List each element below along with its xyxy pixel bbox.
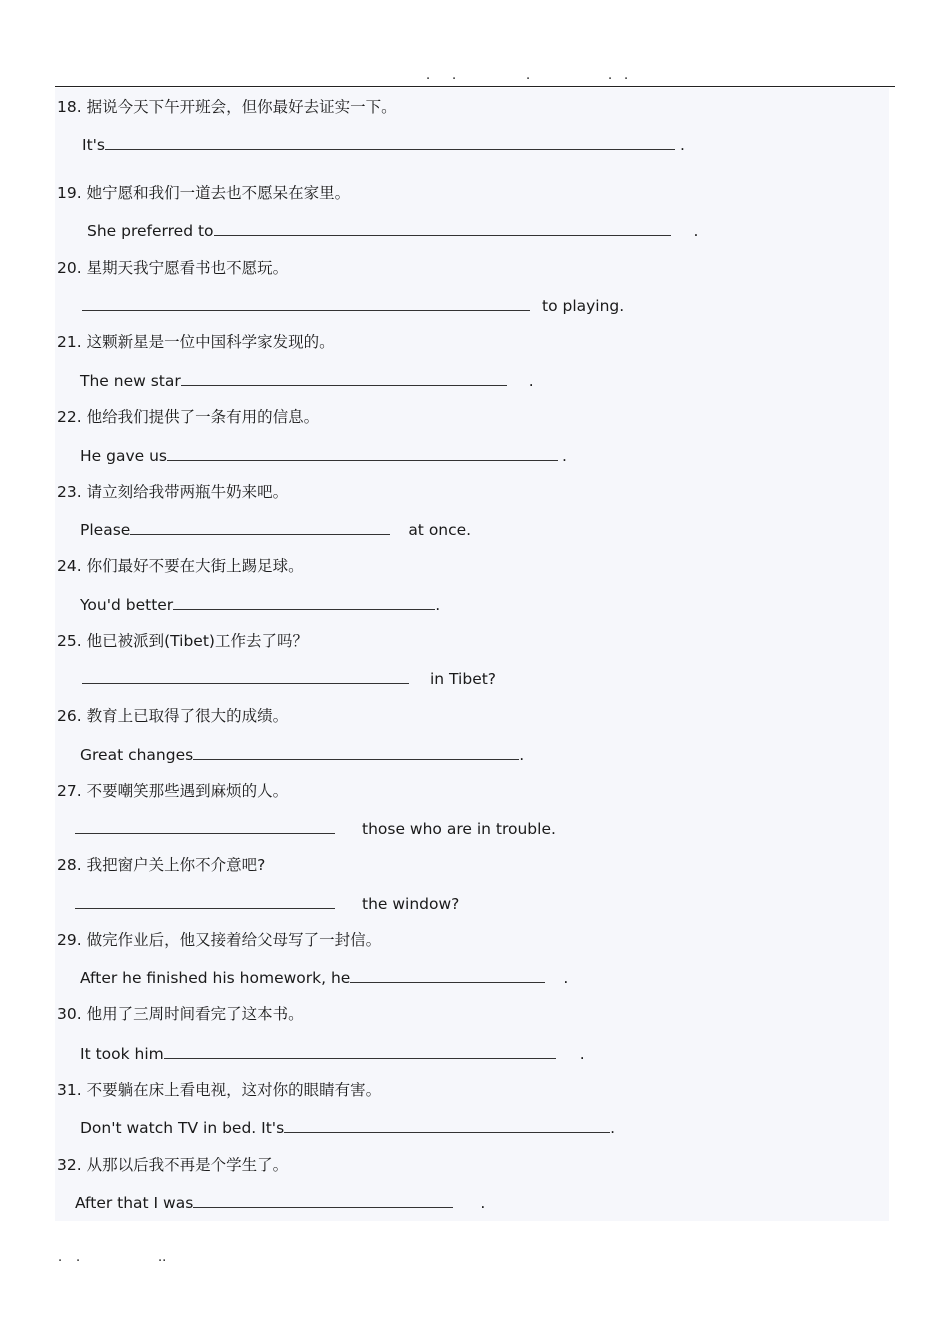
question-prompt: 26. 教育上已取得了很大的成绩。 <box>57 707 289 725</box>
answer-blank[interactable] <box>284 1117 610 1133</box>
question-prompt: 27. 不要嘲笑那些遇到麻烦的人。 <box>57 782 289 800</box>
answer-blank[interactable] <box>173 594 435 610</box>
question-prompt: 20. 星期天我宁愿看书也不愿玩。 <box>57 259 289 277</box>
answer-blank[interactable] <box>164 1043 556 1059</box>
answer-blank[interactable] <box>181 370 507 386</box>
answer-line: She preferred to . <box>87 222 699 240</box>
question-prompt: 29. 做完作业后，他又接着给父母写了一封信。 <box>57 931 382 949</box>
header-dot: . <box>452 68 457 83</box>
header-dot: . <box>526 68 531 83</box>
question-prompt: 22. 他给我们提供了一条有用的信息。 <box>57 408 320 426</box>
answer-line: to playing. <box>82 295 624 316</box>
answer-blank[interactable] <box>82 295 530 311</box>
answer-blank[interactable] <box>75 818 335 834</box>
question-prompt: 18. 据说今天下午开班会，但你最好去证实一下。 <box>57 98 397 116</box>
answer-line: It's . <box>82 136 685 154</box>
answer-line: It took him . <box>80 1045 585 1063</box>
question-prompt: 30. 他用了三周时间看完了这本书。 <box>57 1005 304 1023</box>
answer-line: the window? <box>75 893 459 914</box>
header-dot: . <box>426 68 431 83</box>
answer-line: He gave us . <box>80 447 567 465</box>
question-prompt: 31. 不要躺在床上看电视，这对你的眼睛有害。 <box>57 1081 382 1099</box>
answer-line: Please at once. <box>80 521 472 539</box>
answer-blank[interactable] <box>75 893 335 909</box>
question-prompt: 32. 从那以后我不再是个学生了。 <box>57 1156 289 1174</box>
question-prompt: 28. 我把窗户关上你不介意吧? <box>57 856 266 874</box>
header-dots <box>420 68 640 82</box>
header-dot: . <box>624 68 629 83</box>
question-prompt: 19. 她宁愿和我们一道去也不愿呆在家里。 <box>57 184 351 202</box>
answer-line: After he finished his homework, he . <box>80 969 569 987</box>
header-rule <box>55 86 895 87</box>
footer-dot: . <box>58 1250 63 1265</box>
answer-blank[interactable] <box>105 134 675 150</box>
answer-line: You'd better . <box>80 596 441 614</box>
answer-blank[interactable] <box>167 445 558 461</box>
answer-line: Don't watch TV in bed. It's . <box>80 1119 616 1137</box>
answer-line: The new star . <box>80 372 534 390</box>
footer-dot: .. <box>158 1250 167 1265</box>
answer-blank[interactable] <box>350 967 545 983</box>
question-prompt: 21. 这颗新星是一位中国科学家发现的。 <box>57 333 335 351</box>
answer-blank[interactable] <box>82 668 409 684</box>
answer-line: those who are in trouble. <box>75 818 556 839</box>
answer-blank[interactable] <box>130 519 390 535</box>
question-prompt: 25. 他已被派到(Tibet)工作去了吗？ <box>57 632 308 650</box>
question-prompt: 24. 你们最好不要在大街上踢足球。 <box>57 557 304 575</box>
answer-line: After that I was . <box>75 1194 486 1212</box>
answer-blank[interactable] <box>193 744 519 760</box>
question-prompt: 23. 请立刻给我带两瓶牛奶来吧。 <box>57 483 289 501</box>
header-dot: . <box>608 68 613 83</box>
answer-blank[interactable] <box>193 1192 453 1208</box>
answer-blank[interactable] <box>214 220 671 236</box>
footer-dot: . <box>76 1250 81 1265</box>
answer-line: Great changes . <box>80 746 525 764</box>
answer-line: in Tibet? <box>82 668 496 689</box>
